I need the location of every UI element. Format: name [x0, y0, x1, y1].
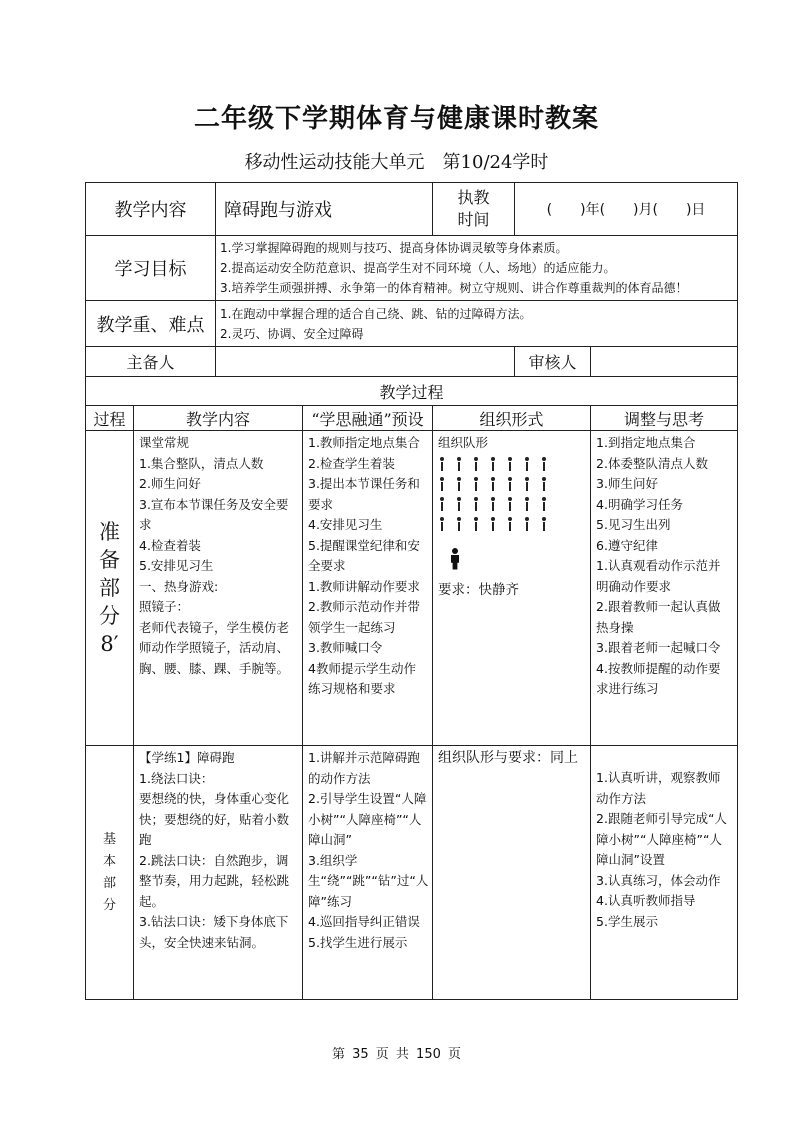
preset-line: 2.检查学生着装: [308, 455, 395, 471]
adjust-line: 3.跟着老师一起喊口令: [596, 640, 721, 655]
goal-item: 1.学习掌握障碍跑的规则与技巧、提高身体协调灵敏等身体素质。: [220, 241, 568, 255]
formation-row: [438, 514, 585, 534]
lesson-plan-table: [85, 182, 738, 1000]
content-line: 老师代表镜子，学生模仿老师动作学照镜子，活动肩、胸、腰、膝、踝、手腕等。: [139, 619, 290, 676]
student-icon: [540, 477, 548, 491]
adjust-line: 3.师生问好: [596, 476, 658, 491]
student-icon: [540, 517, 548, 531]
content-line: 3.宣布本节课任务及安全要求: [139, 496, 289, 532]
student-icon: [506, 457, 514, 471]
keypoints-label: 教学重、难点: [86, 301, 216, 347]
col-header-phase: 过程: [86, 406, 134, 431]
teaching-date: ( )年( )月( )日: [515, 183, 738, 236]
student-icon: [472, 477, 480, 491]
adjust-line: 3.认真练习，体会动作: [596, 872, 721, 888]
process-section-title: 教学过程: [86, 377, 738, 406]
reviewer-value: [591, 347, 738, 377]
content-line: 课堂常规: [139, 435, 190, 450]
col-header-preset: “学思融通”预设: [303, 406, 433, 431]
keypoints-list: [216, 301, 738, 347]
student-icon: [455, 477, 463, 491]
time-label-line2: 时间: [457, 210, 490, 229]
basic-content: [134, 746, 303, 1000]
teacher-icon: [448, 548, 462, 570]
content-line: 1.集合整队，清点人数: [139, 455, 264, 471]
goal-item: 3.培养学生顽强拼搏、永争第一的体育精神。树立守规则、讲合作尊重裁判的体育品德！: [220, 281, 688, 295]
adjust-line: 1.认真观看动作示范并明确动作要求: [596, 558, 721, 594]
student-icon: [489, 497, 497, 511]
student-icon: [472, 497, 480, 511]
page-title: 二年级下学期体育与健康课时教案: [193, 104, 599, 134]
adjust-line: 4.按教师提醒的动作要求进行练习: [596, 660, 721, 696]
content-line: 照镜子：: [139, 599, 190, 614]
reviewer-label: 审核人: [515, 347, 591, 377]
goal-item: 2.提高运动安全防范意识、提高学生对不同环境（人、场地）的适应能力。: [220, 261, 616, 275]
basic-section-row: [86, 746, 738, 1000]
preset-line: 5.找学生进行展示: [308, 934, 408, 950]
col-header-organization: 组织形式: [433, 406, 591, 431]
prep-organization: [433, 431, 591, 746]
adjust-line: 4.明确学习任务: [596, 496, 683, 512]
phase-char: 本: [102, 853, 116, 869]
adjust-line: 1.认真听讲，观察教师动作方法: [596, 770, 721, 806]
phase-char: 部: [99, 576, 120, 600]
content-line: 3.钻法口诀：矮下身体底下头，安全快速来钻洞。: [139, 914, 289, 950]
preparer-label: 主备人: [86, 347, 216, 377]
preset-line: 4教师提示学生动作练习规格和要求: [308, 660, 416, 696]
basic-adjust: [591, 746, 738, 1000]
student-icon: [438, 477, 446, 491]
content-line: 要想绕的快，身体重心变化快；要想绕的好，贴着小数跑: [139, 791, 290, 847]
phase-char: 准: [99, 520, 120, 544]
adjust-line: 1.到指定地点集合: [596, 435, 696, 450]
adjust-line: 2.体委整队清点人数: [596, 455, 708, 471]
content-line: 4.检查着装: [139, 537, 201, 553]
preset-line: 2.引导学生设置“人障小树”“人障座椅”“人障山洞”: [308, 791, 427, 847]
goals-list: [216, 236, 738, 301]
preset-line: 3.教师喊口令: [308, 640, 383, 655]
time-label-line1: 执教: [457, 188, 490, 207]
phase-basic: [86, 746, 134, 1000]
page-footer: 第 35 页 共 150 页: [331, 1047, 462, 1062]
keypoint-item: 1.在跑动中掌握合理的适合自己绕、跳、钻的过障碍方法。: [220, 306, 532, 321]
student-icon: [455, 457, 463, 471]
goals-label: 学习目标: [86, 236, 216, 301]
student-icon: [489, 477, 497, 491]
student-icon: [455, 517, 463, 531]
content-line: 一、热身游戏:: [139, 578, 219, 594]
student-icon: [472, 457, 480, 471]
prep-preset: [303, 431, 433, 746]
page-subtitle: 移动性运动技能大单元 第10/24学时: [244, 152, 549, 173]
content-label: 教学内容: [86, 183, 216, 236]
adjust-line: 5.见习生出列: [596, 517, 671, 532]
phase-char: 分: [102, 897, 116, 913]
formation-title: 组织队形: [438, 435, 489, 450]
adjust-line: 6.遵守纪律: [596, 537, 658, 553]
content-value: 障碍跑与游戏: [216, 183, 433, 236]
preset-line: 1.教师指定地点集合: [308, 435, 420, 450]
student-icon: [455, 497, 463, 511]
content-row: [86, 183, 738, 236]
student-icon: [438, 497, 446, 511]
student-icon: [523, 457, 531, 471]
phase-char: 部: [102, 875, 116, 891]
col-header-content: 教学内容: [134, 406, 303, 431]
student-formation-diagram: [438, 454, 585, 534]
student-icon: [506, 477, 514, 491]
adjust-line: 5.学生展示: [596, 913, 658, 929]
prep-adjust: [591, 431, 738, 746]
process-header-row: [86, 406, 738, 431]
keypoint-item: 2.灵巧、协调、安全过障碍: [220, 326, 364, 341]
content-line: 1.绕法口诀：: [139, 770, 214, 786]
content-line: 【学练1】障碍跑: [139, 750, 235, 765]
adjust-line: 4.认真听教师指导: [596, 893, 696, 908]
preset-line: 4.安排见习生: [308, 517, 383, 532]
student-icon: [489, 517, 497, 531]
goals-row: [86, 236, 738, 301]
teaching-time-label: [433, 183, 515, 236]
adjust-line: 2.跟随老师引导完成“人障小树”“人障座椅”“人障山洞”设置: [596, 811, 727, 867]
student-icon: [506, 497, 514, 511]
student-icon: [523, 477, 531, 491]
student-icon: [438, 517, 446, 531]
student-icon: [540, 457, 548, 471]
prep-content: [134, 431, 303, 746]
preset-line: 3.提出本节课任务和要求: [308, 476, 420, 512]
phase-duration: 8′: [100, 632, 119, 656]
phase-prep: [86, 431, 134, 746]
content-line: 5.安排见习生: [139, 558, 214, 573]
prep-section-row: [86, 431, 738, 746]
formation-row: [438, 454, 585, 474]
basic-organization: 组织队形与要求：同上: [433, 746, 591, 1000]
student-icon: [540, 497, 548, 511]
content-line: 2.师生问好: [139, 476, 201, 491]
preset-line: 3.组织学生“绕”“跳”“钻”过“人障”练习: [308, 852, 429, 909]
student-icon: [523, 517, 531, 531]
student-icon: [489, 457, 497, 471]
formation-requirement: 要求：快静齐: [438, 582, 519, 598]
phase-char: 备: [99, 548, 120, 572]
adjust-line: 2.跟着教师一起认真做热身操: [596, 599, 721, 635]
process-title-row: [86, 377, 738, 406]
student-icon: [506, 517, 514, 531]
student-icon: [523, 497, 531, 511]
formation-row: [438, 474, 585, 494]
basic-preset: [303, 746, 433, 1000]
preparer-row: [86, 347, 738, 377]
preset-line: 5.提醒课堂纪律和安全要求: [308, 537, 420, 573]
preset-line: 4.巡回指导纠正错误: [308, 914, 420, 929]
preset-line: 2.教师示范动作并带领学生一起练习: [308, 599, 420, 635]
content-line: 2.跳法口诀：自然跑步，调整节奏，用力起跳，轻松跳起。: [139, 852, 290, 909]
phase-char: 基: [102, 831, 116, 847]
keypoints-row: [86, 301, 738, 347]
preparer-value: [216, 347, 515, 377]
col-header-adjust: 调整与思考: [591, 406, 738, 431]
student-icon: [438, 457, 446, 471]
formation-row: [438, 494, 585, 514]
preset-line: 1.教师讲解动作要求: [308, 578, 420, 594]
preset-line: 1.讲解并示范障碍跑的动作方法: [308, 750, 420, 786]
student-icon: [472, 517, 480, 531]
phase-char: 分: [99, 604, 120, 628]
